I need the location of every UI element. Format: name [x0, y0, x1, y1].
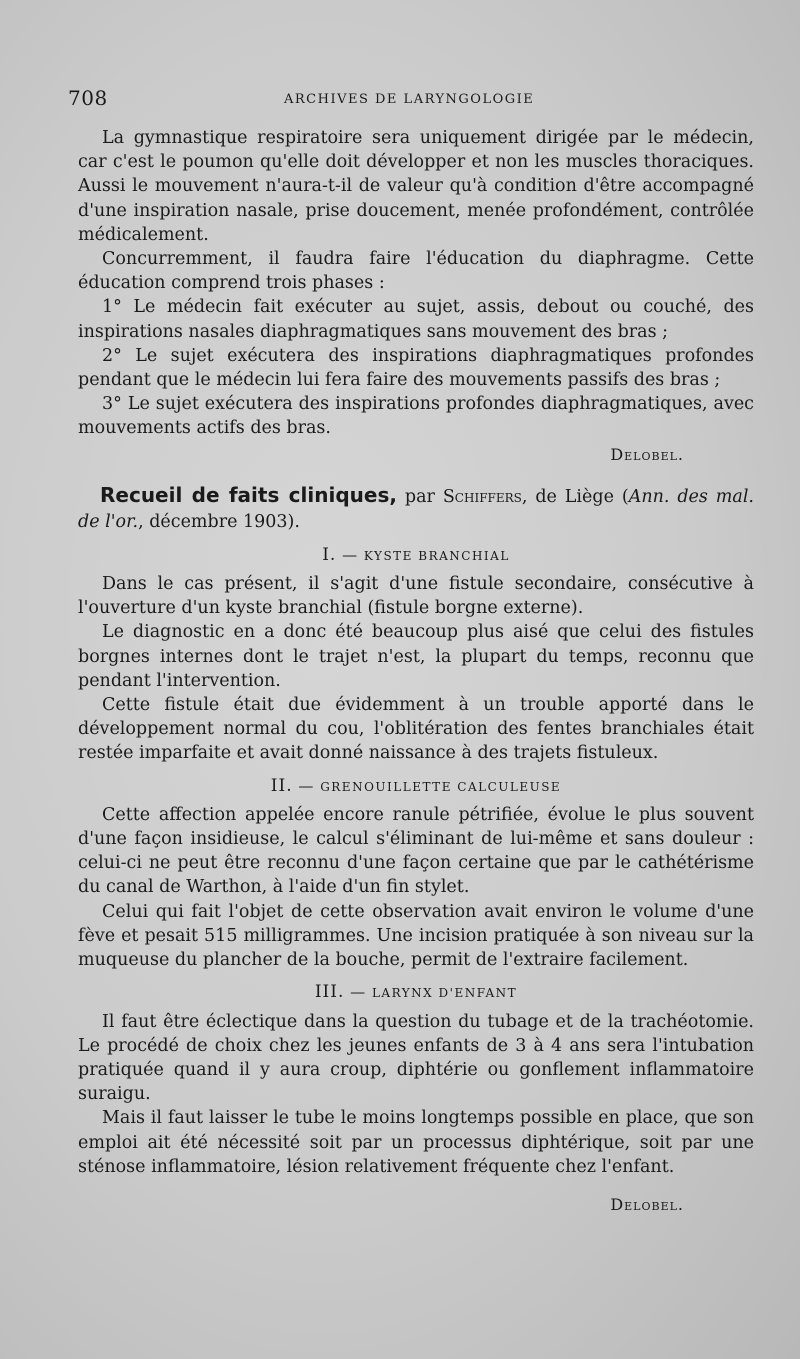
paragraph: Concurremment, il faudra faire l'éducation du diaphragme. Cette éducation comprend trois phases :: [78, 249, 754, 294]
page-body: [78, 126, 754, 1217]
section-heading: [78, 980, 754, 1005]
signature: Delobel.: [610, 1194, 684, 1214]
paragraph: Il faut être éclectique dans la question du tubage et de la trachéotomie. Le procédé de choix chez les jeunes enfants de 3 à 4 ans sera l'intubation pratiquée quand il y aura croup, diphtérie ou gonflement inflammatoire suraigu.: [78, 1011, 754, 1105]
section-heading: [78, 543, 754, 568]
paragraph: 3° Le sujet exécutera des inspirations profondes diaphragmatiques, avec mouvements actifs des bras.: [78, 394, 754, 439]
paragraph: Cette fistule était due évidemment à un trouble apporté dans le développement normal du cou, l'oblitération des fentes branchiales était restée imparfaite et avait donné naissance à des trajets fistuleux.: [78, 695, 754, 764]
paragraph: Cette affection appelée encore ranule pétrifiée, évolue le plus souvent d'une façon insidieuse, le calcul s'éliminant de lui-même et sans douleur : celui-ci ne peut être reconnu d'une façon certaine que par le cathétérisme du canal de Warthon, à l'aide d'un fin stylet.: [78, 804, 754, 898]
page-number: 708: [68, 86, 108, 110]
section-number: II.: [270, 775, 293, 796]
paragraph: La gymnastique respiratoire sera uniquement dirigée par le médecin, car c'est le poumon qu'elle doit développer et non les muscles thoraciques. Aussi le mouvement n'aura-t-il de valeur qu'à condition d'être accompagné d'une inspiration nasale, prise doucement, menée profondément, contrôlée médicalement.: [78, 128, 754, 245]
paragraph: Le diagnostic en a donc été beaucoup plus aisé que celui des fistules borgnes internes dont le trajet n'est, la plupart du temps, reconnu que pendant l'intervention.: [78, 622, 754, 691]
article-place: , de Liège (: [521, 486, 629, 507]
section-dash: —: [350, 983, 367, 1002]
article-journal: Ann. des mal. de l'or.: [78, 486, 754, 532]
section-dash: —: [298, 776, 315, 795]
article-by: par: [404, 486, 435, 507]
article-author: Schiffers: [442, 486, 522, 507]
article-title-bold: Recueil de faits cliniques,: [100, 482, 397, 507]
paragraph: Dans le cas présent, il s'agit d'une fistule secondaire, consécutive à l'ouverture d'un kyste branchial (fistule borgne externe).: [78, 574, 754, 619]
article-date: , décembre 1903).: [138, 511, 300, 532]
section-title: GRENOUILLETTE CALCULEUSE: [320, 779, 562, 794]
paragraph: Celui qui fait l'objet de cette observation avait environ le volume d'une fève et pesait 515 milligrammes. Une incision pratiquée à son niveau sur la muqueuse du plancher de la bouche, permit de l'extraire facilement.: [78, 901, 754, 971]
paragraph: Mais il faut laisser le tube le moins longtemps possible en place, que son emploi ait été nécessité soit par un processus diphtérique, soit par une sténose inflammatoire, lésion relativement fréquente chez l'enfant.: [78, 1108, 754, 1177]
section-title: LARYNX D'ENFANT: [371, 986, 518, 1001]
running-title: ARCHIVES DE LARYNGOLOGIE: [284, 92, 535, 107]
paragraph: 2° Le sujet exécutera des inspirations diaphragmatiques profondes pendant que le médecin lui fera faire des mouvements passifs des bras ;: [78, 345, 754, 391]
section-number: III.: [314, 982, 345, 1003]
page-header: [68, 86, 588, 116]
article-title: [78, 483, 754, 535]
signature: Delobel.: [610, 444, 684, 464]
paragraph: 1° Le médecin fait exécuter au sujet, assis, debout ou couché, des inspirations nasales diaphragmatiques sans mouvement des bras ;: [78, 297, 754, 342]
section-number: I.: [322, 544, 337, 565]
section-heading: [78, 774, 754, 799]
section-dash: —: [342, 545, 359, 564]
section-title: KYSTE BRANCHIAL: [363, 548, 510, 563]
